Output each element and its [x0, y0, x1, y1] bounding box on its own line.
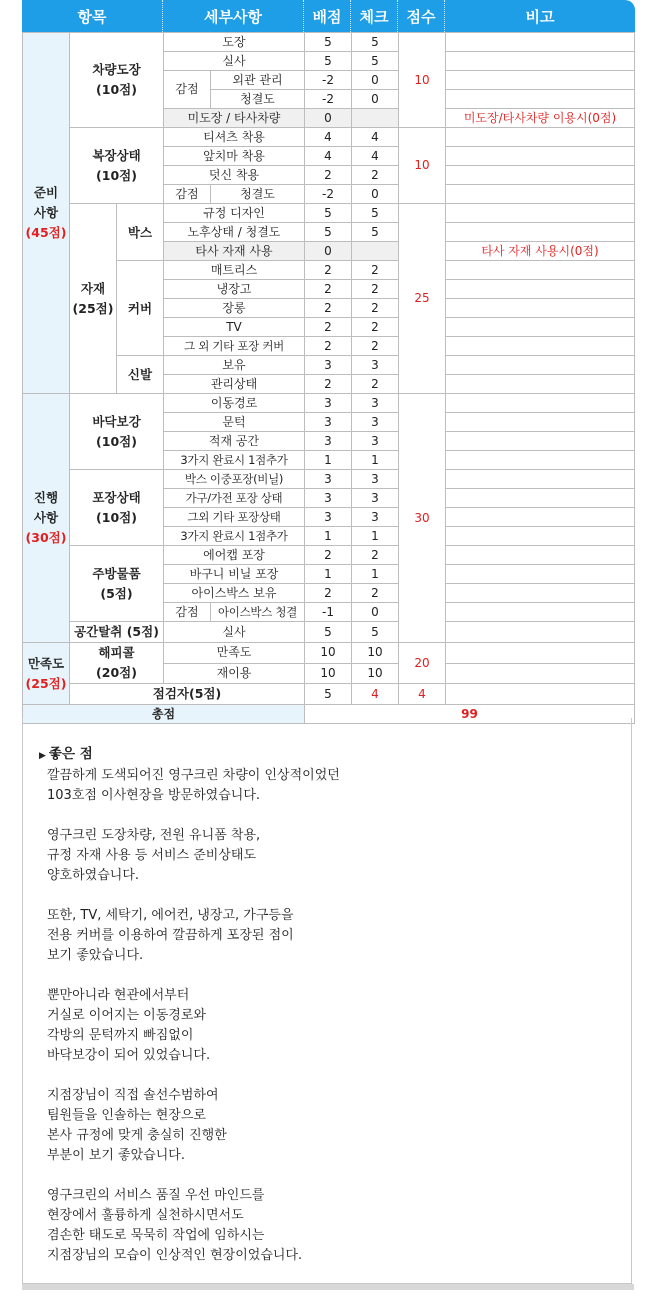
group-points: (10점) — [96, 167, 137, 183]
item-cell: 청결도 — [211, 185, 305, 204]
check-cell: 3 — [352, 489, 399, 508]
item-cell: TV — [164, 318, 305, 337]
comments-body — [47, 766, 607, 1286]
note-cell — [446, 508, 635, 527]
group-points: (5점) — [100, 585, 133, 601]
group-label: 차량도장 — [92, 62, 141, 77]
section-label: 만족도 — [27, 655, 65, 671]
max-cell: 2 — [305, 166, 352, 185]
item-cell: 그 외 기타 포장 커버 — [164, 337, 305, 356]
score-progress: 30 — [399, 394, 446, 643]
score-inspector: 4 — [399, 684, 446, 705]
item-cell: 3가지 완료시 1점추가 — [164, 527, 305, 546]
comment-line: 103호점 이사현장을 방문하였습니다. — [47, 788, 261, 803]
comment-line: 전용 커버를 이용하여 깔끔하게 포장된 점이 — [47, 928, 294, 943]
note-cell — [446, 643, 635, 664]
item-cell: 바구니 비닐 포장 — [164, 565, 305, 584]
note-cell — [446, 223, 635, 242]
max-cell: 5 — [305, 223, 352, 242]
comment-line: 뿐만아니라 현관에서부터 — [47, 988, 190, 1003]
max-cell: 4 — [305, 128, 352, 147]
comment-line: 영구크린 도장차량, 전원 유니폼 착용, — [47, 828, 261, 843]
item-cell: 가구/가전 포장 상태 — [164, 489, 305, 508]
item-cell: 재이용 — [164, 663, 305, 684]
max-cell: 1 — [305, 565, 352, 584]
comment-line: 현장에서 훌륭하게 실천하시면서도 — [47, 1208, 244, 1223]
max-cell: 5 — [305, 204, 352, 223]
note-cell — [446, 546, 635, 565]
note-cell — [446, 413, 635, 432]
note-cell — [446, 280, 635, 299]
max-cell: 3 — [305, 470, 352, 489]
check-cell: 4 — [352, 128, 399, 147]
header-check: 체크 — [351, 0, 398, 32]
section-progress — [23, 394, 70, 643]
comment-line: 팀원들을 인솔하는 현장으로 — [47, 1108, 206, 1123]
comment-line: 부분이 보기 좋았습니다. — [47, 1148, 185, 1163]
total-value: 99 — [305, 705, 635, 724]
group-kitchen — [70, 546, 164, 622]
note-cell — [446, 204, 635, 223]
item-cell: 매트리스 — [164, 261, 305, 280]
item-cell: 청결도 — [211, 90, 305, 109]
check-cell: 10 — [352, 643, 399, 664]
max-cell: 5 — [305, 52, 352, 71]
table-row — [23, 394, 635, 413]
check-cell: 2 — [352, 584, 399, 603]
section-label: 준비 사항 — [33, 185, 59, 220]
note-cell — [446, 527, 635, 546]
max-cell: 0 — [305, 242, 352, 261]
note-cell — [446, 489, 635, 508]
comment-line: 본사 규정에 맞게 충실히 진행한 — [47, 1128, 227, 1143]
note-cell — [446, 166, 635, 185]
item-cell: 만족도 — [164, 643, 305, 664]
group-floor — [70, 394, 164, 470]
table-row — [23, 546, 635, 565]
comments-box — [22, 718, 632, 1284]
group-label: 포장상태 — [92, 489, 141, 505]
comment-line: 영구크린의 서비스 품질 우선 마인드를 — [47, 1188, 265, 1203]
section-points: (30점) — [25, 530, 67, 545]
table-row — [23, 204, 635, 223]
item-cell: 노후상태 / 청결도 — [164, 223, 305, 242]
total-label: 총점 — [23, 705, 305, 724]
max-cell: 5 — [305, 684, 352, 705]
note-cell — [446, 603, 635, 622]
check-cell: 4 — [352, 147, 399, 166]
note-cell — [446, 147, 635, 166]
note-cell — [446, 394, 635, 413]
section-label: 진행 사항 — [33, 490, 59, 525]
note-cell — [446, 71, 635, 90]
max-cell: 2 — [305, 299, 352, 318]
group-label: 바닥보강 — [92, 413, 141, 429]
item-cell: 관리상태 — [164, 375, 305, 394]
note-cell — [446, 470, 635, 489]
item-cell: 티셔츠 착용 — [164, 128, 305, 147]
bottom-bar — [22, 1284, 634, 1290]
max-cell: 4 — [305, 147, 352, 166]
max-cell: 2 — [305, 318, 352, 337]
max-cell: 10 — [305, 663, 352, 684]
group-happycall — [70, 643, 164, 684]
table-row — [23, 643, 635, 664]
section-points: (25점) — [25, 675, 67, 691]
score-happycall: 20 — [399, 643, 446, 684]
group-points: (10점) — [96, 509, 137, 525]
section-prep — [23, 33, 70, 394]
check-cell: 5 — [352, 622, 399, 643]
check-cell: 0 — [352, 603, 399, 622]
comment-paragraph — [47, 1186, 607, 1266]
group-material — [70, 204, 117, 394]
table-row — [23, 622, 635, 643]
max-cell: 2 — [305, 546, 352, 565]
note-cell — [446, 128, 635, 147]
comment-line: 겸손한 태도로 묵묵히 작업에 임하시는 — [47, 1228, 265, 1243]
comment-line: 깔끔하게 도색되어진 영구크린 차량이 인상적이었던 — [47, 768, 340, 783]
comment-line: 지점장님의 모습이 인상적인 현장이었습니다. — [47, 1248, 303, 1263]
item-cell: 그외 기타 포장상태 — [164, 508, 305, 527]
max-cell: 10 — [305, 643, 352, 664]
comment-line: 지점장님이 직접 솔선수범하여 — [47, 1088, 219, 1103]
group-points: (10점) — [96, 82, 137, 97]
check-cell: 2 — [352, 261, 399, 280]
note-cell — [446, 52, 635, 71]
comment-line: 규정 자재 사용 등 서비스 준비상태도 — [47, 848, 257, 863]
max-cell: 3 — [305, 432, 352, 451]
check-cell: 1 — [352, 527, 399, 546]
group-packing — [70, 470, 164, 546]
note-cell — [446, 299, 635, 318]
check-cell: 10 — [352, 663, 399, 684]
item-cell: 보유 — [164, 356, 305, 375]
table-row — [23, 684, 635, 705]
item-cell: 아이스박스 보유 — [164, 584, 305, 603]
check-cell: 1 — [352, 565, 399, 584]
check-cell — [352, 242, 399, 261]
note-cell: 타사 자재 사용시(0점) — [446, 242, 635, 261]
max-cell: 2 — [305, 375, 352, 394]
note-cell — [446, 337, 635, 356]
subgroup-shoes: 신발 — [117, 356, 164, 394]
item-cell: 장롱 — [164, 299, 305, 318]
header-score: 점수 — [398, 0, 445, 32]
score-attire: 10 — [399, 128, 446, 204]
deduct-label: 감점 — [164, 603, 211, 622]
item-cell: 냉장고 — [164, 280, 305, 299]
note-cell — [446, 622, 635, 643]
note-cell — [446, 663, 635, 684]
comment-paragraph — [47, 1086, 607, 1166]
check-cell: 2 — [352, 546, 399, 565]
check-cell: 5 — [352, 223, 399, 242]
max-cell: 1 — [305, 451, 352, 470]
comment-line: 바닥보강이 되어 있었습니다. — [47, 1048, 211, 1063]
max-cell: -2 — [305, 185, 352, 204]
comment-line: 각방의 문턱까지 빠짐없이 — [47, 1028, 194, 1043]
check-cell: 2 — [352, 166, 399, 185]
item-cell: 문턱 — [164, 413, 305, 432]
max-cell: 3 — [305, 489, 352, 508]
check-cell: 2 — [352, 299, 399, 318]
comment-paragraph — [47, 986, 607, 1066]
comment-paragraph — [47, 826, 607, 886]
check-cell: 0 — [352, 90, 399, 109]
check-cell: 5 — [352, 204, 399, 223]
header-detail: 세부사항 — [163, 0, 304, 32]
max-cell: 5 — [305, 622, 352, 643]
group-space: 공간탈취 (5점) — [70, 622, 164, 643]
check-cell: 5 — [352, 52, 399, 71]
note-cell — [446, 318, 635, 337]
item-cell: 실사 — [164, 622, 305, 643]
header-item: 항목 — [22, 0, 163, 32]
group-vehicle — [70, 33, 164, 128]
group-label: 해피콜 — [98, 645, 135, 660]
note-cell: 미도장/타사차량 이용시(0점) — [446, 109, 635, 128]
max-cell: 3 — [305, 413, 352, 432]
max-cell: 2 — [305, 337, 352, 356]
check-cell: 2 — [352, 375, 399, 394]
group-attire — [70, 128, 164, 204]
score-vehicle: 10 — [399, 33, 446, 128]
max-cell: 3 — [305, 508, 352, 527]
group-label: 복장상태 — [92, 147, 141, 163]
check-cell: 5 — [352, 33, 399, 52]
table-row — [23, 128, 635, 147]
table-row — [23, 470, 635, 489]
note-cell — [446, 90, 635, 109]
group-label: 주방물품 — [92, 565, 141, 581]
item-cell: 덧신 착용 — [164, 166, 305, 185]
item-cell: 앞치마 착용 — [164, 147, 305, 166]
comment-line: 보기 좋았습니다. — [47, 948, 144, 963]
item-cell: 규정 디자인 — [164, 204, 305, 223]
group-inspector: 점검자(5점) — [70, 684, 305, 705]
max-cell: 0 — [305, 109, 352, 128]
subgroup-box: 박스 — [117, 204, 164, 261]
comment-paragraph — [47, 906, 607, 966]
good-points-title-text: 좋은 점 — [48, 746, 93, 762]
item-cell: 3가지 완료시 1점추가 — [164, 451, 305, 470]
table-header — [22, 0, 635, 32]
deduct-label: 감점 — [164, 71, 211, 109]
comment-line: 양호하였습니다. — [47, 868, 140, 883]
item-cell: 박스 이중포장(비닐) — [164, 470, 305, 489]
max-cell: 2 — [305, 584, 352, 603]
item-cell: 아이스박스 청결 — [211, 603, 305, 622]
check-cell: 0 — [352, 185, 399, 204]
section-points: (45점) — [25, 225, 67, 240]
check-cell: 3 — [352, 356, 399, 375]
table-row — [23, 33, 635, 52]
group-points: (25점) — [72, 300, 114, 316]
group-points: (10점) — [96, 433, 137, 449]
good-points-title — [39, 742, 93, 762]
check-cell: 3 — [352, 413, 399, 432]
comment-paragraph — [47, 766, 607, 806]
max-cell: 5 — [305, 33, 352, 52]
check-cell: 3 — [352, 432, 399, 451]
max-cell: 1 — [305, 527, 352, 546]
check-cell: 3 — [352, 508, 399, 527]
check-cell: 2 — [352, 337, 399, 356]
evaluation-table — [22, 32, 635, 724]
note-cell — [446, 375, 635, 394]
comment-line: 거실로 이어지는 이동경로와 — [47, 1008, 206, 1023]
note-cell — [446, 33, 635, 52]
check-cell: 2 — [352, 318, 399, 337]
item-cell: 적재 공간 — [164, 432, 305, 451]
item-cell: 외관 관리 — [211, 71, 305, 90]
note-cell — [446, 584, 635, 603]
check-cell — [352, 109, 399, 128]
check-cell: 0 — [352, 71, 399, 90]
max-cell: -1 — [305, 603, 352, 622]
note-cell — [446, 261, 635, 280]
triangle-bullet-icon: ▶ — [39, 751, 46, 761]
max-cell: -2 — [305, 90, 352, 109]
note-cell — [446, 432, 635, 451]
check-cell: 3 — [352, 394, 399, 413]
item-cell: 이동경로 — [164, 394, 305, 413]
check-cell: 3 — [352, 470, 399, 489]
score-material: 25 — [399, 204, 446, 394]
group-points: (20점) — [96, 665, 137, 680]
header-max: 배점 — [304, 0, 351, 32]
note-cell — [446, 185, 635, 204]
max-cell: 3 — [305, 394, 352, 413]
group-label: 자재 — [80, 280, 106, 296]
item-cell: 타사 자재 사용 — [164, 242, 305, 261]
max-cell: 2 — [305, 261, 352, 280]
deduct-label: 감점 — [164, 185, 211, 204]
item-cell: 도장 — [164, 33, 305, 52]
note-cell — [446, 565, 635, 584]
comment-line: 또한, TV, 세탁기, 에어컨, 냉장고, 가구등을 — [47, 908, 294, 923]
note-cell — [446, 356, 635, 375]
section-satisfaction — [23, 643, 70, 705]
check-cell: 2 — [352, 280, 399, 299]
max-cell: -2 — [305, 71, 352, 90]
item-cell: 에어캡 포장 — [164, 546, 305, 565]
subgroup-cover: 커버 — [117, 261, 164, 356]
note-cell — [446, 684, 635, 705]
item-cell: 미도장 / 타사차량 — [164, 109, 305, 128]
note-cell — [446, 451, 635, 470]
check-cell: 1 — [352, 451, 399, 470]
max-cell: 3 — [305, 356, 352, 375]
header-note: 비고 — [525, 7, 555, 26]
max-cell: 2 — [305, 280, 352, 299]
check-cell: 4 — [352, 684, 399, 705]
item-cell: 실사 — [164, 52, 305, 71]
